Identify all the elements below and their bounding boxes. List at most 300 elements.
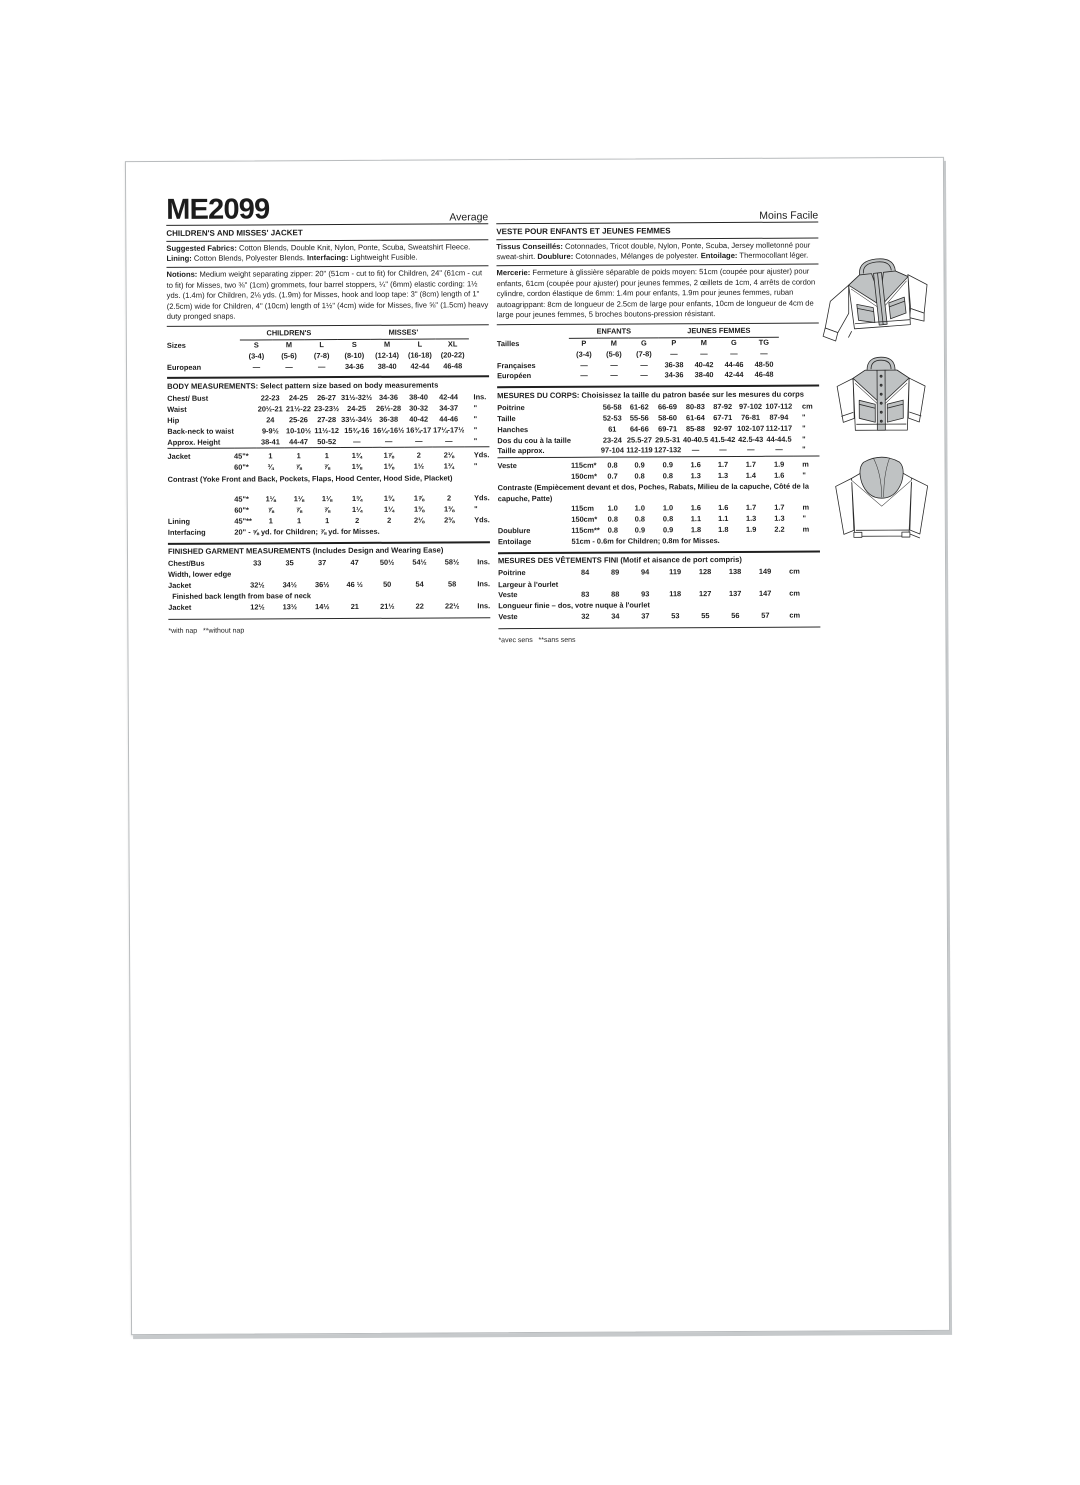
table-cell: 25-26 [288,414,308,425]
table-cell: Taille approx. [497,446,545,456]
table-cell: 33 [253,558,262,568]
table-cell: — [760,348,768,358]
table-cell: 24-25 [347,403,367,413]
notions-en [167,269,489,323]
table-cell: 42-44 [439,392,459,402]
table-cell: 2 [387,515,392,525]
table-cell: 1⅜ [351,462,363,472]
table-cell: 1.0 [607,503,618,513]
table-cell [168,463,235,474]
table-cell: 150cm* [571,471,598,482]
table-row [167,350,489,363]
table-cell: 42-44 [724,370,744,380]
table-cell [234,404,256,415]
table-cell: 1 [296,516,302,526]
text-run: Cotonnades, Mélanges de polyester. [573,251,701,261]
table-cell: 112-119 [626,445,653,455]
table-cell: Contrast (Yoke Front and Back, Pockets, Flaps, Hood Center, Hood Side, Placket) [167,472,453,484]
table-cell: 67-71 [713,412,733,422]
finished-measurements-heading-fr: MESURES DES VÊTEMENTS FINI (Motif et aisance de port compris) [498,555,742,566]
table-cell: 0.8 [634,471,645,481]
table-cell: 107-112 [765,401,793,411]
table-cell: " [473,403,478,413]
table-cell [498,515,572,526]
table-cell [779,337,813,349]
table-cell: 37 [641,611,650,621]
table-cell: 42-44 [410,361,430,371]
text-run: Fermeture à glissière séparable de poids moyen: 51cm (coupée pour ajuster) pour enfants, 61cm (coupée pour ajuster) pour jeunes femmes, 2 œillets de 1cm, 4 arrêts de cordon cylindre, cordon élastique de 6mm: 1.4m pour enfants, 1.9m pour jeunes femmes, ruban autoagrippant: 8cm de longueur de 2.5cm de large pour enfants, 10cm de longueur de 4cm de large pour jeunes femmes, 5 broches boutons-pression résistant. [496,267,816,320]
table-cell: 2 [416,451,421,461]
table-cell: — [317,361,326,371]
table-cell: 34 [611,611,620,621]
table-cell: 1.9 [773,460,785,470]
body-measurements-heading-en: BODY MEASUREMENTS: Select pattern size based on body measurements [167,380,439,391]
table-cell: " [474,504,478,514]
table-cell: 22-23 [260,393,280,403]
table-cell: 23-23½ [314,403,340,413]
finished-measurements-table-fr [498,567,820,623]
table-cell: " [473,461,478,471]
table-cell: (20-22) [440,349,465,360]
table-cell: M [700,337,707,347]
jacket-back-hood-view-illustration [815,450,948,551]
table-cell: 58½ [444,557,460,567]
table-cell: (16-18) [407,350,432,360]
table-cell: — [747,445,755,455]
table-cell: 40-42 [409,414,429,424]
pattern-envelope-back [125,157,950,1335]
table-cell: 48-50 [754,359,774,369]
table-cell: — [640,370,648,380]
table-cell: Veste [497,461,517,471]
table-cell: G [640,338,647,348]
table-cell: M [383,339,391,349]
table-cell: 102-107 [737,423,765,433]
english-column [166,160,490,634]
table-cell: Contraste (Empiècement devant et dos, Poches, Rabats, Milieu de la capuche, Côté de la capuche, Patte) [497,481,809,503]
french-column [496,159,821,645]
table-cell: Approx. Height [167,437,221,447]
text-run: Medium weight separating zipper: 20" (51cm - cut to fit) for Children, 24" (61cm - cut to fit) for Misses, two ⅜" (1cm) grommets, four barrel stoppers, ¼" (6mm) elastic cording: 1½ yds. (1.4m) for Children, 2⅛ yds. (1.9m) for Misses, hook and loop tape: 3" (8cm) length of 1" (2.5cm) wide for Children, 4" (10cm) length of 1½" (4cm) wide for Misses, five ⅝" (1.5cm) heavy duty pronged snaps. [166,268,489,322]
table-cell: 0.9 [634,460,645,470]
table-cell: 1.3 [717,471,729,481]
table-row [167,425,489,438]
table-cell [497,327,541,339]
table-row [498,536,820,549]
french-header [496,159,818,225]
table-cell: (7-8) [636,348,652,359]
table-cell [498,504,572,515]
measurement-grid [167,392,490,539]
table-cell: 34-37 [439,403,459,413]
measurement-grid [168,558,490,614]
table-cell: 54½ [412,557,427,567]
table-cell: — [353,436,361,446]
table-cell: 1 [296,451,301,461]
table-row [167,361,489,374]
table-cell: 84 [580,568,590,578]
notions-fr [497,267,819,321]
table-cell: 1.4 [745,471,757,481]
table-cell: 31½-32½ [340,392,373,402]
table-cell: 1.7 [745,460,756,470]
table-cell: 36-38 [379,414,399,424]
table-cell: 21½ [380,601,395,611]
table-cell: 25.5-27 [626,434,653,445]
table-cell: 1.6 [774,470,785,481]
table-cell: 1.7 [745,503,757,513]
table-cell: 34-36 [344,361,364,371]
table-cell [234,426,256,437]
table-cell: cm [789,588,800,598]
table-cell: " [473,414,478,424]
table-row [498,589,814,602]
table-cell: Sizes [166,340,186,350]
table-cell: 85-88 [685,423,705,433]
garment-title-en: CHILDREN'S AND MISSES' JACKET [166,224,488,241]
table-cell: — [610,360,618,370]
table-cell [497,350,541,361]
table-cell: 64-66 [629,424,649,434]
table-cell: 36½ [314,580,330,590]
table-cell: Jacket [168,580,192,590]
table-cell: Yds. [474,493,490,503]
table-cell: 2 [447,493,452,503]
text-run: Lightweight Fusible. [348,252,418,262]
table-cell: 1 [325,516,330,526]
table-cell: 138 [728,567,742,577]
table-cell: — [385,436,393,446]
table-cell: 50-52 [317,436,337,446]
table-cell: Entoilage [497,537,532,547]
garment-title-fr: VESTE POUR ENFANTS ET JEUNES FEMMES [496,223,818,240]
table-cell [211,328,240,340]
table-cell: 0.8 [607,460,618,470]
table-cell: 15¾-16 [344,425,370,435]
table-cell [212,559,241,570]
table-cell: XL [447,339,458,349]
table-row [168,601,490,614]
table-cell: 42.5-43 [738,434,764,444]
table-cell: 34½ [282,580,297,590]
difficulty-label-en: Average [449,210,489,223]
table-cell: 38-40 [694,370,714,380]
table-cell [234,437,256,449]
divider [168,617,490,620]
table-cell: 150cm* [571,514,598,525]
table-cell: 2⅜ [444,515,455,525]
table-cell: (5-6) [281,350,297,360]
suggested-fabrics-en [166,242,488,265]
table-cell: 1.3 [690,471,701,481]
table-cell [212,602,241,613]
table-cell: 61-62 [629,402,649,412]
table-cell: Ins. [473,392,487,402]
bold-lead: Interfacing: [306,252,349,263]
table-cell: 44-47 [289,436,309,446]
table-cell: ⅞ [267,505,274,515]
table-cell: 89 [610,568,620,578]
table-cell: Back-neck to waist [167,426,234,436]
table-cell: 0.8 [634,514,646,524]
table-cell: 14½ [315,601,330,612]
table-cell: 44-46 [439,414,459,424]
table-cell: 1.8 [690,525,702,535]
table-cell: 21½-22 [285,403,311,414]
table-cell: — [580,360,588,370]
table-cell: CHILDREN'S [240,328,338,340]
table-row [498,611,814,624]
table-cell: " [473,424,478,434]
table-cell: 33½-34½ [341,414,373,424]
table-cell: 1.0 [662,503,674,513]
table-cell: cm [789,610,801,620]
table-cell: 1.6 [718,503,729,513]
text-run: Cotton Blends, Double Knit, Nylon, Ponte, Scuba, Sweatshirt Fleece. [236,241,471,253]
table-cell [541,349,569,360]
table-cell: Yds. [474,515,490,525]
bold-lead: Lining: [166,253,192,263]
table-cell: (12-14) [375,350,400,360]
table-cell: 30-32 [409,403,429,413]
sizes-table-en [167,327,489,373]
table-cell: " [473,435,478,445]
table-cell: 1.7 [774,503,785,513]
table-cell: 13½ [282,602,298,612]
measurement-grid [497,325,813,382]
measurement-grid [167,327,489,373]
table-cell: 50 [383,579,392,589]
table-cell [167,328,211,340]
table-cell: 2⅛ [414,515,425,525]
table-cell: 1⅞ [383,451,394,461]
text-run: Thermocollant léger. [737,250,809,260]
table-cell [542,612,570,623]
table-cell: 1.0 [634,503,645,513]
table-cell [234,393,256,404]
table-row [168,526,490,539]
table-cell: 55-56 [629,413,649,423]
table-cell: Doublure [497,526,531,536]
table-row [498,567,814,580]
table-cell: " [802,513,807,523]
table-cell: 55 [701,611,710,621]
table-cell: (3-4) [248,351,265,361]
table-cell: 0.7 [607,471,618,481]
table-cell: M [610,338,617,348]
table-cell: " [802,470,806,480]
table-cell [542,590,570,601]
table-cell [541,371,569,382]
table-row [497,434,819,447]
table-cell: 1.9 [746,525,757,535]
table-cell: 38-40 [409,392,429,402]
table-cell: — [700,348,708,358]
table-cell: Width, lower edge [168,570,232,580]
table-cell: 0.8 [607,514,618,524]
table-cell: m [802,524,810,534]
table-cell: (5-6) [606,349,622,359]
table-cell: 1.8 [718,525,729,535]
table-cell: — [730,348,738,358]
table-cell: 1⅜ [444,504,455,514]
table-cell: Finished back length from base of neck [172,591,312,602]
table-cell: 41.5-42 [710,434,736,444]
table-cell: 0.8 [662,514,674,524]
table-cell: ⅞ [295,505,303,515]
pattern-number: ME2099 [166,193,270,227]
table-cell: 60"* [234,462,249,472]
table-cell [571,446,599,458]
english-header [166,160,488,226]
table-cell: 12½ [250,602,265,612]
table-cell: 115cm [571,504,594,514]
table-cell: 127-132 [654,445,682,455]
table-cell: L [417,339,423,349]
table-cell: P [581,338,587,348]
table-cell: Waist [167,404,187,414]
measurement-grid [497,401,820,548]
table-cell: 27-28 [317,414,337,424]
table-cell: 37 [317,558,327,568]
table-cell: 60"* [234,505,249,515]
table-cell: 2⅛ [443,450,455,460]
table-cell: 147 [759,589,772,599]
table-cell: Longueur finie – dos, votre nuque à l'ourlet [498,600,650,611]
table-cell [168,495,235,506]
table-cell: 128 [698,567,712,577]
table-cell: Ins. [477,557,490,567]
table-cell: 46-48 [443,360,463,370]
table-cell: ⅞ [295,462,302,472]
table-cell: 87-94 [769,412,789,422]
table-cell: — [691,445,700,455]
table-cell: 47 [350,558,359,568]
table-cell [211,351,240,362]
table-cell: ⅞ [324,505,331,515]
table-cell: 0.9 [662,525,674,535]
table-cell: Chest/Bus [168,559,205,569]
table-cell: (7-8) [313,350,330,360]
table-cell: 1½ [413,461,425,471]
table-cell: 0.9 [634,525,646,535]
table-cell: Européen [497,371,532,381]
table-cell: 1.1 [690,514,702,524]
table-cell: 29.5-31 [655,434,681,444]
table-cell: m [802,459,809,469]
table-cell: 10-10½ [285,425,312,435]
table-cell: (3-4) [576,349,592,359]
table-cell: 21 [350,601,359,611]
table-cell: 1⅜ [413,504,425,514]
table-cell: 44-44.5 [766,434,792,444]
table-cell: — [640,359,648,369]
table-cell [469,327,489,339]
table-cell: M [285,339,293,349]
table-cell: 11½-12 [314,425,340,435]
table-cell: 58 [447,579,457,589]
table-cell: 97-102 [738,401,763,411]
difficulty-label-fr: Moins Facile [759,209,819,222]
jacket-front-view-illustration [815,352,948,449]
table-cell: " [802,445,806,455]
table-cell: Taille [497,413,516,423]
table-cell: Interfacing [167,527,206,537]
table-cell: 115cm* [571,461,597,471]
table-cell: Françaises [496,360,536,370]
table-cell: 112-117 [765,423,793,433]
table-cell: 137 [729,589,742,599]
table-cell [541,327,569,339]
bold-lead: Tissus Conseillés: [496,241,563,251]
table-cell: 26½-28 [375,403,402,413]
table-cell [779,348,813,359]
table-cell: 1.3 [774,513,785,524]
table-cell: 26-27 [317,392,336,403]
table-cell: Tailles [496,338,520,348]
suggested-fabrics-fr [496,240,818,263]
sizes-table-fr [497,325,819,382]
table-cell: 46 ½ [346,579,363,590]
table-cell: Ins. [477,601,491,611]
table-cell [541,360,569,371]
table-cell [571,424,599,435]
finished-measurements-heading-en: FINISHED GARMENT MEASUREMENTS (Includes Design and Wearing Ease) [167,545,444,557]
table-cell: — [580,371,588,381]
table-cell: 56-58 [602,402,622,412]
bold-lead: Suggested Fabrics: [166,243,237,253]
table-cell: 1.7 [717,460,729,470]
table-cell: 38-40 [377,361,397,371]
bold-lead: Doublure: [537,251,574,261]
table-cell: European [166,362,202,372]
table-cell: 76-81 [741,412,761,422]
table-cell: — [670,348,678,358]
table-cell: S [253,340,259,350]
table-cell: 16¼-16½ [373,425,405,435]
table-cell: 20" - ⅝ yd. for Children; ⅞ yd. for Misses. [234,526,380,537]
table-cell: 1⅛ [293,494,305,504]
table-cell: 149 [758,567,772,577]
table-cell: 1⅜ [383,462,395,472]
bold-lead: Mercerie: [496,268,531,278]
table-cell: 80-83 [685,401,705,412]
jacket-three-quarter-view-illustration [814,254,947,351]
text-run: Cotonnades, Tricot double, Nylon, Ponte, Scuba, Jersey molletonné pour sweat-shirt. [496,240,811,262]
table-cell: 22½ [444,601,460,611]
table-cell: m [802,502,810,512]
table-cell: 1 [324,451,329,461]
table-cell: 1⅞ [413,493,425,503]
table-cell: 92-97 [713,423,733,433]
table-cell: 17¼-17½ [433,425,465,435]
table-cell: Hip [167,415,180,425]
table-cell: 1¼ [351,504,363,515]
table-cell: Ins. [477,579,491,589]
table-cell: " [802,434,806,444]
table-cell: 127 [699,589,712,599]
table-cell: 34-36 [664,370,684,380]
table-cell: 9-9½ [261,425,279,436]
table-cell: — [285,361,293,371]
table-cell: 35 [285,558,294,568]
table-cell: 1¼ [383,504,395,514]
table-cell [234,415,256,426]
table-cell: Jacket [168,602,192,612]
table-cell: " [801,412,806,422]
table-cell: 0.8 [607,525,619,535]
table-cell: 83 [581,589,590,600]
